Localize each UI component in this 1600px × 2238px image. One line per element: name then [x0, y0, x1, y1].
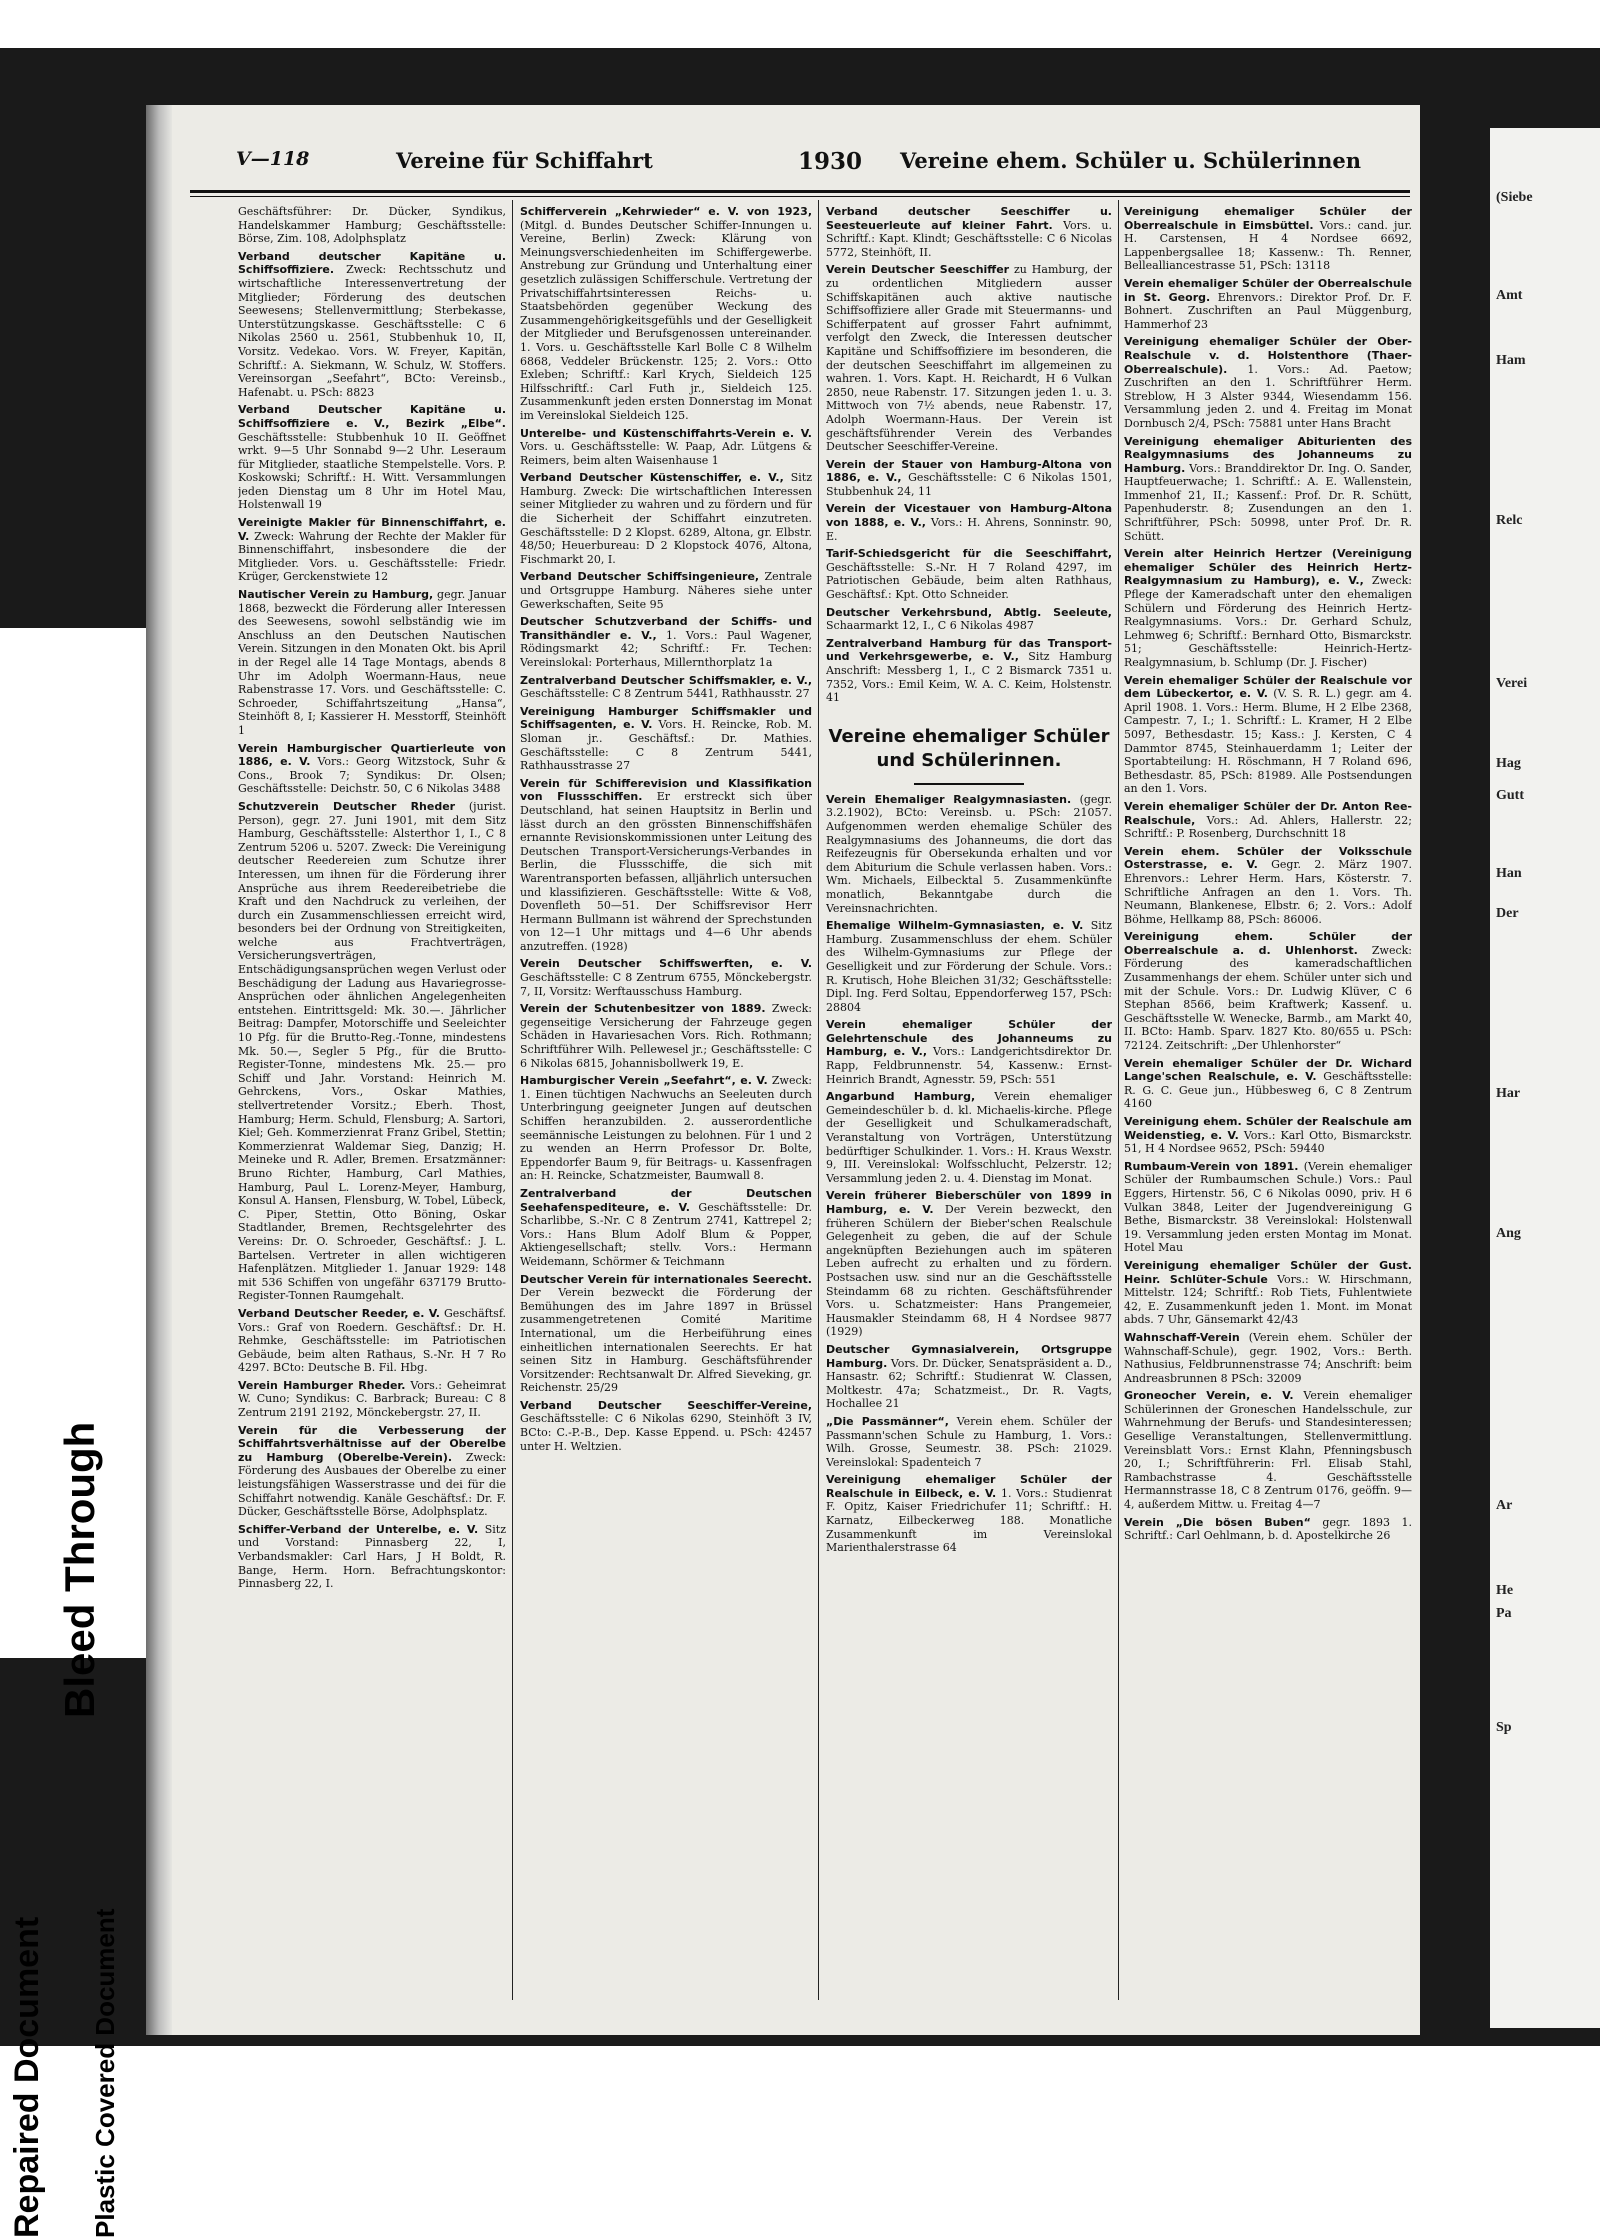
directory-entry: [238, 205, 506, 246]
entry-title: Verein alter Heinrich Hertzer (Vereinigung ehemaliger Schüler des Heinrich Hertz-Realgymnasium zu Hamburg), e. V.,: [1124, 547, 1412, 588]
directory-entry: [238, 403, 506, 512]
entry-title: Verein Deutscher Schiffswerften, e. V.: [520, 957, 812, 971]
entry-title: Verein Ehemaliger Realgymnasiasten.: [826, 792, 1072, 806]
directory-entry: [1124, 674, 1412, 796]
facing-page-text: Ham: [1496, 353, 1526, 368]
directory-entry: [1124, 1389, 1412, 1511]
entry-body: Sitz Hamburg Anschrift: Messberg 1, I., C 2 Bismarck 7351 u. 7352, Vors.: Emil Keim, W. A. C. Keim, Holstenstr. 41: [826, 650, 1112, 705]
column-divider: [1118, 200, 1119, 2000]
directory-entry: [520, 705, 812, 773]
entry-body: Zweck: Förderung des Ausbaues der Oberelbe zu einer leistungsfähigen Wasserstrasse und dei für die Schiffahrt notwendig. Kanäle Geschäftsf.: Dr. F. Dücker, Geschäftsstelle Börse, Adolphsplatz.: [238, 1450, 506, 1519]
directory-entry: [238, 250, 506, 400]
directory-entry: [520, 1187, 812, 1269]
entry-title: Vereinigung ehemaliger Schüler der Ober-Realschule v. d. Holstenthore (Thaer-Oberrealschule).: [1124, 335, 1412, 376]
entry-title: Verein ehemaliger Schüler der Realschule vor dem Lübeckertor, e. V.: [1124, 673, 1412, 701]
directory-entry: [520, 957, 812, 998]
entry-body: Geschäftsstelle: C 8 Zentrum 5441, Rathhausstr. 27: [520, 687, 810, 701]
entry-body: Zweck: Rechtsschutz und wirtschaftliche Interessenvertretung der Mitglieder; Förderung des deutschen Seewesens; Stellenvermittlung; Sterbekasse, Unterstützungskasse. Geschäftsstelle: C 6 Nikolas 2560 u. 2561, Stubbenhuk 10, II, Vorsitz. Vedekao. Vors. W. Freyer, Kapitän, Schriftf.: A. Siekmann, W. Schulz, W. Stoffers. Vereinsorgan „Seefahrt“, BCto: Vereinsb., Hafenabt. u. PSch: 8823: [238, 263, 506, 399]
entry-body: Verein ehem. Schüler der Passmann'schen Schule zu Hamburg, 1. Vors.: Wilh. Grosse, Seumestr. 38. PSch: 21029. Vereinslokal: Spadenteich 7: [826, 1414, 1112, 1469]
entry-title: Verein der Vicestauer von Hamburg-Altona von 1888, e. V.,: [826, 502, 1112, 530]
entry-title: Tarif-Schiedsgericht für die Seeschiffahrt,: [826, 547, 1112, 561]
entry-body: Verein ehemaliger Schülerinnen der Groneschen Handelsschule, zur Wahrnehmung der Berufs- und Standesinteressen; Gesellige Veranstaltungen, Stellenvermittlung. Vereinsblatt Vors.: Ernst Klahn, Pfenningsbusch 20, I.; Schriftführerin: Frl. Elisab Stahl, Rambachstrasse 4. Geschäftsstelle Hermannstrasse 18, C 8 Zentrum 0176, geöffn. 9—4, außerdem Mittw. u. Freitag 4—7: [1124, 1389, 1412, 1512]
entry-title: Unterelbe- und Küstenschiffahrts-Verein e. V.: [520, 426, 812, 440]
entry-body: (V. S. R. L.) gegr. am 4. April 1908. 1. Vors.: Herm. Blume, H 2 Elbe 2368, Campestr. 7, I.; 1. Schriftf.: L. Kramer, H 2 Elbe 5097, Bethesdastr. 15; Kass.: J. Kersten, C 4 Dammtor 8745, Steinhauerdamm 1; Leiter der Sportabteilung: H. Röschmann, H 7 Roland 696, Bethesdastr. 85, PSch: 81989. Alle Postsendungen an den 1. Vors.: [1124, 687, 1412, 796]
plastic-covered-label: Plastic Covered Document: [90, 1908, 120, 2238]
left-running-title: Vereine für Schiffahrt: [396, 148, 653, 173]
entry-body: Zweck: Förderung des kameradschaftlichen Zusammenhangs der ehem. Schüler unter sich und mit der Schule. Vors.: Dr. Ludwig Klüver, C 6 Stephan 8566, beim Kraftwerk; Kassenf. u. Geschäftsstelle W. Wenecke, Barmb., am Markt 40, II. BCto: Hamb. Sparv. 1827 Kto. 80/655 u. PSch: 72124. Zeitschrift: „Der Uhlenhorster“: [1124, 943, 1412, 1053]
entry-body: Geschäftsstelle: Dr. Scharlibbe, S.-Nr. C 8 Zentrum 2741, Kattrepel 2; Vors.: Hans Blum Adolf Blum & Popper, Aktiengesellschaft; stellv. Vors.: Hermann Weidemann, Schörmer & Teichmann: [520, 1200, 812, 1268]
entry-title: Ehemalige Wilhelm-Gymnasiasten, e. V.: [826, 919, 1084, 933]
entry-title: Verein ehemaliger Schüler der Oberrealschule in St. Georg.: [1124, 276, 1412, 304]
right-running-title: Vereine ehem. Schüler u. Schülerinnen: [900, 148, 1362, 173]
facing-page-text: Pa: [1496, 1606, 1512, 1621]
directory-entry: [1124, 335, 1412, 430]
entry-title: Vereinigung ehemaliger Schüler der Gust. Heinr. Schlüter-Schule: [1124, 1258, 1412, 1286]
entry-body: zu Hamburg, der zu ordentlichen Mitgliedern ausser Schiffskapitänen auch aktive nautische Schiffsoffiziere aller Grade mit Steuermanns- und Schifferpatent auf grosser Fahrt aufnimmt, verfolgt den Zweck, die Interessen deutscher Kapitäne und Schiffsoffiziere im besonderen, die der deutschen Seeschiffahrt im allgemeinen zu wahren. 1. Vors. Kapt. H. Reichardt, H 6 Vulkan 2850, neue Rabenstr. 17. Sitzungen jeden 1. u. 3. Mittwoch von 7½ abends, neue Rabenstr. 17, Adolph Woermann-Haus. Der Verein ist geschäftsführender Verein des Verbandes Deutscher Seeschiffer-Vereine.: [826, 263, 1112, 454]
directory-entry: [1124, 205, 1412, 273]
entry-body: Vors.: Georg Witzstock, Suhr & Cons., Brook 7; Syndikus: Dr. Olsen; Geschäftsstelle: Deichstr. 50, C 6 Nikolas 3488: [238, 755, 506, 796]
directory-entry: [238, 516, 506, 584]
facing-page-text: Verei: [1496, 676, 1528, 691]
directory-entry: [520, 205, 812, 423]
entry-title: Schiffer-Verband der Unterelbe, e. V.: [238, 1522, 479, 1536]
entry-body: Geschäftsstelle: C 6 Nikolas 6290, Steinhöft 3 IV, BCto: C.-P.-B., Dep. Kasse Eppend. u. PSch: 42457 unter H. Weltzien.: [520, 1412, 812, 1453]
entry-body: Geschäftsstelle: R. G. C. Geue jun., Hübbesweg 6, C 8 Zentrum 4160: [1124, 1070, 1412, 1111]
entry-title: Groneocher Verein, e. V.: [1124, 1389, 1294, 1403]
entry-body: (jurist. Person), gegr. 27. Juni 1901, mit dem Sitz Hamburg, Geschäftsstelle: Alsterthor 1, I., C 8 Zentrum 5206 u. 5207. Zweck: Die Vereinigung deutscher Reedereien zum Schutze ihrer Interessen, um ihnen für die Förderung ihrer Ansprüche aus ihrem Reedereibetriebe die Kraft und den Nachdruck zu verleihen, der durch ein Zusammenschliessen erreicht wird, besonders bei der Ordnung von Streitigkeiten, welche aus Frachtverträgen, Versicherungsverträgen, Entschädigungsansprüchen wegen Verlust oder Beschädigung der Ladung aus Havariegrosse-Ansprüchen oder ähnlichen Angelegenheiten entstehen. Eintrittsgeld: Mk. 30.—. Jährlicher Beitrag: Dampfer, Motorschiffe und Seeleichter 10 Pfg. für die Brutto-Reg.-Tonne, mindestens Mk. 50.—, Segler 5 Pfg., für die Brutto-Register-Tonne, mindestens Mk. 25.— pro Schiff und Jahr. Vorstand: Heinrich M. Gehrckens, Vors., Oskar Mathies, stellvertretender Vorsitz.; Eberh. Thost, Hamburg; Herm. Schuld, Flensburg; A. Sartori, Kiel; Geh. Kommerzienrat Franz Gribel, Stettin; Kommerzienrat Waldemar Sieg, Danzig; H. Meineke und R. Adler, Bremen. Ersatzmänner: Bruno Richter, Hamburg, Carl Mathies, Hamburg, Paul L. Lorenz-Meyer, Hamburg, Konsul A. Hansen, Flensburg, W. Tobel, Lübeck, C. Piper, Stettin, Otto Böning, Oskar Stadtlander, Bremen, Rechtsgelehrter des Vereins: Dr. O. Schroeder, Geschäftsf.: J. L. Bartelsen. Vertreter in allen wichtigeren Hafenplätzen. Mitglieder 1. Januar 1929: 148 mit 536 Schiffen von ungefähr 637179 Brutto-Register-Tonnen Raumgehalt.: [238, 799, 506, 1303]
directory-entry: [1124, 277, 1412, 331]
directory-entry: [1124, 1516, 1412, 1543]
directory-entry: [826, 1473, 1112, 1555]
directory-entry: [520, 777, 812, 954]
entry-title: Verband deutscher Seeschiffer u. Seesteuerleute auf kleiner Fahrt.: [826, 205, 1112, 232]
entry-body: Vors.: Ad. Ahlers, Hallerstr. 22; Schriftf.: P. Rosenberg, Durchschnitt 18: [1124, 813, 1412, 841]
entry-body: Vors. Dr. Dücker, Senatspräsident a. D., Hansastr. 62; Schriftf.: Studienrat W. Classen, Moltkestr. 47a; Schatzmeist., Dr. R. Vagts, Hochallee 21: [826, 1356, 1112, 1411]
directory-entry: [520, 674, 812, 701]
entry-title: Verband Deutscher Kapitäne u. Schiffsoffiziere e. V., Bezirk „Elbe“.: [238, 403, 506, 430]
year: 1930: [798, 148, 863, 175]
column-3: [826, 205, 1112, 2000]
entry-title: Vereinigung ehemaliger Schüler der Realschule in Eilbeck, e. V.: [826, 1473, 1112, 1500]
facing-page-text: Der: [1496, 906, 1519, 921]
directory-entry: [1124, 1259, 1412, 1327]
entry-title: Vereinigte Makler für Binnenschiffahrt, e. V.: [238, 516, 506, 543]
entry-title: Verein ehemaliger Schüler der Dr. Wichard Lange'schen Realschule, e. V.: [1124, 1056, 1412, 1084]
entry-title: Verband Deutscher Seeschiffer-Vereine,: [520, 1398, 812, 1412]
facing-page-text: Ar: [1496, 1498, 1513, 1513]
entry-title: Vereinigung ehemaliger Schüler der Oberrealschule in Eimsbüttel.: [1124, 205, 1412, 232]
directory-entry: [826, 919, 1112, 1014]
page-number: V—118: [236, 148, 310, 170]
directory-entry: [826, 1090, 1112, 1185]
entry-body: Ehrenvors.: Direktor Prof. Dr. F. Bohnert. Zuschriften an Paul Müggenburg, Hammerhof 23: [1124, 290, 1412, 331]
entry-body: Der Verein bezweckt, den früheren Schülern der Bieber'schen Realschule Gelegenheit zu geben, die auf der Schule angeknüpften Beziehungen auch im späteren Leben aufrecht zu erhalten und zu fördern. Postsachen usw. sind nur an die Geschäftsstelle Steindamm 68 zu richten. Geschäftsführender Vors. u. Schatzmeister: Hans Prangemeier, Hausmakler Steindamm 68, H 4 Nordsee 9877 (1929): [826, 1203, 1112, 1339]
directory-entry: [238, 1307, 506, 1375]
entry-body: Vors.: cand. jur. H. Carstensen, H 4 Nordsee 6692, Lappenbergsallee 18; Kassenw.: Th. Renner, Belleallianсestrasse 51, PSch: 13118: [1124, 218, 1412, 273]
condition-labels: [0, 628, 146, 2238]
entry-body: Vors.: Branddirektor Dr. Ing. O. Sander, Hauptfeuerwache; 1. Schriftf.: A. E. Wallenstein, Immenhof 21, II.; Kassenf.: Prof. Dr. R. Schütt, Papenhuderstr. 8; Zusendungen an den 1. Schriftführer, PSch: 50998, unter Prof. Dr. R. Schütt.: [1124, 461, 1412, 543]
entry-body: Vors.: W. Hirschmann, Mittelstr. 124; Schriftf.: Rob Tiets, Fuhlentwiete 42, E. Zusammenkunft jeden 1. Mont. im Monat abds. 7 Uhr, Gänsemarkt 42/43: [1124, 1272, 1412, 1327]
column-2: [520, 205, 812, 2000]
facing-page-fragment: [1490, 128, 1600, 2028]
entry-body: Zweck: Pflege der Kameradschaft unter den ehemaligen Schülern und Förderung des Heinrich Hertz-Realgymnasiums. Vors.: Dr. Gerhard Schulz, Lehmweg 6; Schriftf.: Bernhard Otto, Bismarckstr. 51; Geschäftsstelle: Heinrich-Hertz-Realgymnasium, b. Schlump (Dr. J. Fischer): [1124, 574, 1412, 669]
entry-title: Schifferverein „Kehrwieder“ e. V. von 1923,: [520, 205, 812, 218]
entry-title: Deutscher Schutzverband der Schiffs- und Transithändler e. V.,: [520, 615, 812, 642]
directory-entry: [520, 1002, 812, 1070]
directory-entry: [826, 1343, 1112, 1411]
facing-page-text: (Siebe: [1496, 190, 1533, 205]
entry-body: Geschäftsstelle: C 6 Nikolas 1501, Stubbenhuk 24, 11: [826, 471, 1112, 498]
running-header: [190, 148, 1410, 180]
entry-body: 1. Vors.: Paul Wagener, Rödingsmarkt 42; Schriftf.: Fr. Techen: Vereinslokal: Porterhaus, Millernthorplatz 1a: [520, 628, 812, 669]
entry-body: Vors.: Geheimrat W. Cuno; Syndikus: C. Barbrack; Bureau: C 8 Zentrum 2191 2192, Mönckebergstr. 27, II.: [238, 1378, 506, 1420]
entry-title: Verband Deutscher Schiffsingenieure,: [520, 570, 760, 584]
directory-entry: [1124, 547, 1412, 669]
directory-entry: [1124, 1115, 1412, 1156]
entry-body: Zweck: 1. Einen tüchtigen Nachwuchs an Seeleuten durch Unterbringung geeigneter Jungen auf deutschen Schiffen heranzubilden. 2. ausserordentliche seemännische Leistungen zu belohnen. Für 1 und 2 zu wenden an Herrn Professor Dr. Bolte, Eppendorfer Baum 9, für Beitrags- u. Kassenfragen an: H. Reincke, Schatzmeister, Baumwall 8.: [520, 1074, 812, 1183]
entry-title: Verein ehemaliger Schüler der Gelehrtenschule des Johanneums zu Hamburg, e. V.,: [826, 1018, 1112, 1059]
entry-title: Verein Hamburger Rheder.: [238, 1378, 406, 1392]
entry-body: Geschäftsstelle: S.-Nr. H 7 Roland 4297, im Patriotischen Gebäude, beim alten Rathhaus, Geschäftsf.: Kpt. Otto Schneider.: [826, 560, 1112, 602]
entry-title: Wahnschaff-Verein: [1124, 1330, 1240, 1344]
entry-body: Vors.: Karl Otto, Bismarckstr. 51, H 4 Nordsee 9652, PSch: 59440: [1124, 1128, 1412, 1156]
entry-body: Sitz Hamburg. Zusammenschluss der ehem. Schüler des Wilhelm-Gymnasiums zur Pflege der Geselligkeit und zur Förderung der Schule. Vors.: R. Krutisch, Hohe Bleichen 31/32; Geschäftsstelle: Dipl. Ing. Ferd Soltau, Eppendorferweg 157, PSch: 28804: [826, 919, 1112, 1014]
entry-body: gegr. 1893 1. Schriftf.: Carl Oehlmann, b. d. Apostelkirche 26: [1124, 1515, 1412, 1543]
entry-body: (Verein ehemaliger Schüler der Rumbaumschen Schule.) Vors.: Paul Eggers, Hirtenstr. 56, C 6 Nikolas 0090, priv. H 6 Vulkan 3848, Leiter der Jugendvereinigung G Bethe, Bismarckstr. 38 Vereinslokal: Holstenwall 19. Versammlung jeden ersten Montag im Monat. Hotel Mau: [1124, 1159, 1412, 1255]
entry-body: gegr. Januar 1868, bezweckt die Förderung aller Interessen des Seewesens, sowohl selbständig wie im Anschluss an den Deutschen Nautischen Verein. Sitzungen in den Monaten Okt. bis April in der Regel alle 14 Tage Montags, abends 8 Uhr im Adolph Woermann-Haus, neue Rabenstrasse 17. Vors. und Geschäftsstelle: C. Schroeder, Schiffahrtszeitung „Hansa“, Steinhöft 8, I; Kassierer H. Messtorff, Steinhöft 1: [238, 588, 506, 737]
directory-entry: [238, 742, 506, 796]
entry-title: Vereinigung ehemaliger Abiturienten des Realgymnasiums des Johanneums zu Hamburg.: [1124, 434, 1412, 475]
section-rule: [914, 783, 1024, 785]
column-divider: [512, 200, 513, 2000]
entry-body: Schaarmarkt 12, I., C 6 Nikolas 4987: [826, 619, 1034, 633]
directory-entry: [826, 205, 1112, 259]
entry-title: Rumbaum-Verein von 1891.: [1124, 1159, 1299, 1173]
header-rule-thin: [190, 196, 1410, 197]
directory-entry: [238, 588, 506, 738]
entry-body: Vors. u. Geschäftsstelle: W. Paap, Adr. Lütgens & Reimers, beim alten Waisenhause 1: [520, 440, 812, 467]
facing-page-text: Gutt: [1496, 788, 1524, 803]
page-binding-shadow: [146, 105, 172, 2035]
column-4: [1124, 205, 1412, 2000]
entry-body: Der Verein bezweckt die Förderung der Bemühungen des im Jahre 1897 in Brüssel zusammengetretenen Comité Maritime International, um die Herbeiführung eines einheitlichen internationalen Seerechts. Er hat seinen Sitz in Hamburg. Geschäftsführender Vorsitzender: Rechtsanwalt Dr. Alfred Sieveking, gr. Reichenstr. 25/29: [520, 1286, 812, 1395]
entry-body: Zweck: gegenseitige Versicherung der Fahrzeuge gegen Schäden in Havariesachen Vors. Rich. Rothmann; Schriftführer Wilh. Pellewesel jr.; Geschäftsstelle: C 6 Nikolas 6815, Johannisbollwerk 19, E.: [520, 1002, 812, 1070]
entry-title: Verband deutscher Kapitäne u. Schiffsoffiziere.: [238, 249, 506, 277]
directory-entry: [826, 1415, 1112, 1469]
entry-title: Deutscher Verkehrsbund, Abtlg. Seeleute,: [826, 605, 1112, 619]
entry-body: Verein ehemaliger Gemeindeschüler b. d. kl. Michaelis-kirche. Pflege der Geselligkeit und Schulkameradschaft, Veranstaltung von Vorträgen, Unterstützung bedürftiger Schulkinder. 1. Vors.: H. Kraus Wexstr. 9, III. Vereinslokal: Wolfsschlucht, Pelzerstr. 12; Versammlung jeden 2. u. 4. Dienstag im Monat.: [826, 1090, 1112, 1185]
entry-title: Deutscher Verein für internationales Seerecht.: [520, 1272, 812, 1286]
entry-title: Verein der Stauer von Hamburg-Altona von 1886, e. V.,: [826, 457, 1112, 485]
directory-entry: [826, 793, 1112, 915]
facing-page-text: Amt: [1496, 288, 1523, 303]
directory-entry: [826, 1018, 1112, 1086]
entry-title: Verband Deutscher Reeder, e. V.: [238, 1306, 440, 1320]
facing-page-text: Hag: [1496, 756, 1521, 771]
entry-body: Geschäftsführer: Dr. Dücker, Syndikus, Handelskammer Hamburg; Geschäftsstelle: Börse, Zim. 108, Adolphsplatz: [238, 205, 506, 246]
entry-title: Verein Hamburgischer Quartierleute von 1886, e. V.: [238, 741, 506, 769]
entry-body: Vors. u. Schriftf.: Kapt. Klindt; Geschäftsstelle: C 6 Nicolas 5772, Steinhöft, II.: [826, 218, 1112, 259]
facing-page-text: Relc: [1496, 513, 1523, 528]
entry-title: Schutzverein Deutscher Rheder: [238, 799, 456, 813]
entry-body: Geschäftsstelle: C 8 Zentrum 6755, Mönckebergstr. 7, II, Vorsitz: Werftausschuss Hamburg.: [520, 971, 812, 998]
entry-body: (Verein ehem. Schüler der Wahnschaff-Schule), gegr. 1902, Vors.: Berth. Nathusius, Feldbrunnenstrasse 74; Anschrift: beim Andreasbrunnen 8 PSch: 32009: [1124, 1330, 1412, 1385]
directory-entry: [826, 458, 1112, 499]
column-divider: [818, 200, 819, 2000]
directory-entry: [826, 502, 1112, 543]
entry-body: (Mitgl. d. Bundes Deutscher Schiffer-Innungen u. Vereine, Berlin) Zweck: Klärung von Meinungsverschiedenheiten im Schiffergewerbe. Anstrebung zur Gründung und Unterhaltung einer gesetzlich zulässigen Schifferschule. Vertretung der Privatschiffahrtsinteressen Reichs- u. Staatsbehörden gegenüber Weckung des Zusammengehörigkeitsgefühls und der Geselligkeit der Mitglieder und Berufsgenossen untereinander. 1. Vors. u. Geschäftsstelle Karl Bolle C 8 Wilhelm 6868, Veddeler Brückenstr. 125; 2. Vors.: Otto Exleben; Schriftf.: Karl Krych, Sieldeich 125 Hilfsschriftf.: Carl Futh jr., Sieldeich 125. Zusammenkunft jeden ersten Donnerstag im Monat im Vereinslokal Sieldeich 125.: [520, 218, 812, 422]
directory-entry: [826, 606, 1112, 633]
facing-page-text: He: [1496, 1583, 1514, 1598]
directory-entry: [238, 1523, 506, 1591]
entry-body: Er erstreckt sich über Deutschland, hat seinen Hauptsitz in Berlin und lässt durch an den grössten Binnenschiffshäfen ernannte Revisionskommissionen unter Leitung des Deutschen Transport-Versicherungs-Verbandes in Berlin, die Flussschiffe, die sich mit Warentransporten befassen, alljährlich untersuchen und klassifizieren. Geschäftsstelle: Witte & Vo8, Dovenfleth 50—51. Der Schiffsrevisor Herr Hermann Bullmann ist während der Sprechstunden von 12—1 Uhr mittags und 4—6 Uhr abends anzutreffen. (1928): [520, 790, 812, 953]
entry-title: Verein „Die bösen Buben“: [1124, 1515, 1311, 1529]
directory-entry: [520, 1074, 812, 1183]
entry-body: Sitz Hamburg. Zweck: Die wirtschaftlichen Interessen seiner Mitglieder zu wahren und zu fördern und für die Sicherheit der Schiffahrt einzutreten. Geschäftsstelle: D 2 Klopst. 6289, Altona, gr. Elbstr. 48/50; Heuerbureau: D 2 Klopstock 4076, Altona, Fischmarkt 20, I.: [520, 471, 812, 566]
entry-body: 1. Vors.: Studienrat F. Opitz, Kaiser Friedrichufer 11; Schriftf.: H. Karnatz, Eilbeckerweg 188. Monatliche Zusammenkunft im Vereinslokal Marienthalerstrasse 64: [826, 1486, 1112, 1555]
entry-body: Gegr. 2. März 1907. Ehrenvors.: Lehrer Herm. Hars, Kösterstr. 7. Schriftliche Anfragen an den 1. Vors. Th. Neumann, Blankenese, Elbstr. 6; 2. Vors.: Adolf Böhme, Hellkamp 88, PSch: 86006.: [1124, 858, 1412, 926]
entry-body: (gegr. 3.2.1902), BCto: Vereinsb. u. PSch: 21057. Aufgenommen werden ehemalige Schüler des Realgymnasiums des Johanneums, die dort das Reifezeugnis für Obersekunda erhalten und vor dem Abiturium die Schule verlassen haben. Vors.: Wm. Michaels, Eilbecktal 5. Zusammenkünfte monatlich, Bekanntgabe durch die Vereinsnachrichten.: [826, 792, 1112, 915]
bleed-through-label: Bleed Through: [56, 1421, 103, 1718]
entry-title: Nautischer Verein zu Hamburg,: [238, 588, 434, 602]
header-rule: [190, 190, 1410, 193]
entry-title: Vereinigung ehem. Schüler der Realschule am Weidenstieg, e. V.: [1124, 1115, 1412, 1142]
entry-title: Zentralverband der Deutschen Seehafenspediteure, e. V.: [520, 1186, 812, 1214]
section-title: Vereine ehemaliger Schüler und Schülerinnen.: [828, 725, 1110, 771]
repaired-document-label: Repaired Document: [8, 1916, 46, 2238]
directory-entry: [1124, 845, 1412, 927]
entry-title: Zentralverband Deutscher Schiffsmakler, e. V.,: [520, 673, 812, 687]
entry-title: Vereinigung ehem. Schüler der Oberrealschule a. d. Uhlenhorst.: [1124, 930, 1412, 957]
directory-entry: [1124, 1057, 1412, 1111]
entry-title: Verband Deutscher Küstenschiffer, e. V.,: [520, 471, 784, 485]
entry-title: Verein Deutscher Seeschiffer: [826, 263, 1010, 277]
directory-entry: [520, 615, 812, 669]
directory-entry: [520, 1273, 812, 1395]
entry-title: Hamburgischer Verein „Seefahrt“, e. V.: [520, 1074, 768, 1088]
directory-entry: [826, 547, 1112, 601]
entry-body: Vors. H. Reincke, Rob. M. Sloman jr.. Geschäftsf.: Dr. Mathies. Geschäftsstelle: C 8 Zentrum 5441, Rathhausstrasse 27: [520, 718, 812, 773]
entry-body: Geschäftsstelle: Stubbenhuk 10 II. Geöffnet wrkt. 9—5 Uhr Sonnabd 9—2 Uhr. Leseraum für Mitglieder, staatliche Stempelstelle. Vors. P. Koskowski; Schriftf.: H. Witt. Versammlungen jeden Dienstag um 8 Uhr im Hotel Mau, Holstenwall 19: [238, 430, 506, 512]
directory-entry: [1124, 1331, 1412, 1385]
directory-entry: [520, 1399, 812, 1453]
entry-title: Verein ehem. Schüler der Volksschule Osterstrasse, e. V.: [1124, 844, 1412, 872]
directory-entry: [520, 427, 812, 468]
entry-title: Verein ehemaliger Schüler der Dr. Anton Ree-Realschule,: [1124, 799, 1412, 827]
directory-entry: [238, 1379, 506, 1420]
facing-page-text: Han: [1496, 866, 1522, 881]
directory-entry: [238, 1424, 506, 1519]
entry-title: Verein der Schutenbesitzer von 1889.: [520, 1002, 766, 1016]
directory-entry: [826, 637, 1112, 705]
directory-entry: [520, 471, 812, 566]
entry-title: Zentralverband Hamburg für das Transport- und Verkehrsgewerbe, e. V.,: [826, 636, 1112, 664]
entry-body: Zweck: Wahrung der Rechte der Makler für Binnenschiffahrt, insbesondere die der Mitglieder. Vors. u. Geschäftsstelle: Friedr. Krüger, Gerckenstwiete 12: [238, 529, 506, 584]
entry-body: Vors.: H. Ahrens, Sonninstr. 90, E.: [826, 516, 1112, 543]
directory-entry: [1124, 1160, 1412, 1255]
entry-title: Vereinigung Hamburger Schiffsmakler und Schiffsagenten, e. V.: [520, 704, 812, 732]
entry-title: Verein früherer Bieberschüler von 1899 in Hamburg, e. V.: [826, 1189, 1112, 1216]
entry-title: „Die Passmänner“,: [826, 1414, 949, 1428]
entry-body: Vors.: Landgerichtsdirektor Dr. Rapp, Feldbrunnenstr. 54, Kassenw.: Ernst-Heinrich Brandt, Agnesstr. 59, PSch: 551: [826, 1045, 1112, 1086]
facing-page-text: Har: [1496, 1086, 1521, 1101]
column-1: [238, 205, 506, 2000]
facing-page-text: Ang: [1496, 1226, 1521, 1241]
directory-entry: [238, 800, 506, 1303]
directory-entry: [1124, 800, 1412, 841]
entry-title: Angarbund Hamburg,: [826, 1090, 976, 1104]
directory-entry: [1124, 930, 1412, 1052]
entry-body: Geschäftsf. Vors.: Graf von Roedern. Geschäftsf.: Dr. H. Rehmke, Geschäftsstelle: im Patriotischen Gebäude, beim alten Rathaus, S.-Nr. H 7 Ro 4297. BCto: Deutsche B. Fil. Hbg.: [238, 1306, 506, 1375]
directory-entry: [826, 1189, 1112, 1339]
directory-entry: [1124, 435, 1412, 544]
directory-entry: [826, 263, 1112, 453]
entry-title: Verein für die Verbesserung der Schiffahrtsverhältnisse auf der Oberelbe zu Hamburg (Oberelbe-Verein).: [238, 1423, 506, 1464]
entry-body: 1. Vors.: Ad. Paetow; Zuschriften an den 1. Schriftführer Herm. Streblow, H 3 Alster 9344, Wiesendamm 156. Versammlung jeden 2. und 4. Freitag im Monat Dornbusch 2/4, PSch: 75881 unter Hans Bracht: [1124, 362, 1412, 430]
facing-page-text: Sp: [1496, 1720, 1512, 1735]
entry-body: Sitz und Vorstand: Pinnasberg 22, I, Verbandsmakler: Carl Hars, J H Boldt, R. Bange, Herm. Horn. Befrachtungskontor: Pinnasberg 22, I.: [238, 1522, 506, 1591]
entry-title: Verein für Schifferevision und Klassifikation von Flussschiffen.: [520, 776, 812, 804]
entry-body: Zentrale und Ortsgruppe Hamburg. Näheres siehe unter Gewerkschaften, Seite 95: [520, 570, 812, 611]
entry-title: Deutscher Gymnasialverein, Ortsgruppe Hamburg.: [826, 1342, 1112, 1370]
directory-entry: [520, 570, 812, 611]
